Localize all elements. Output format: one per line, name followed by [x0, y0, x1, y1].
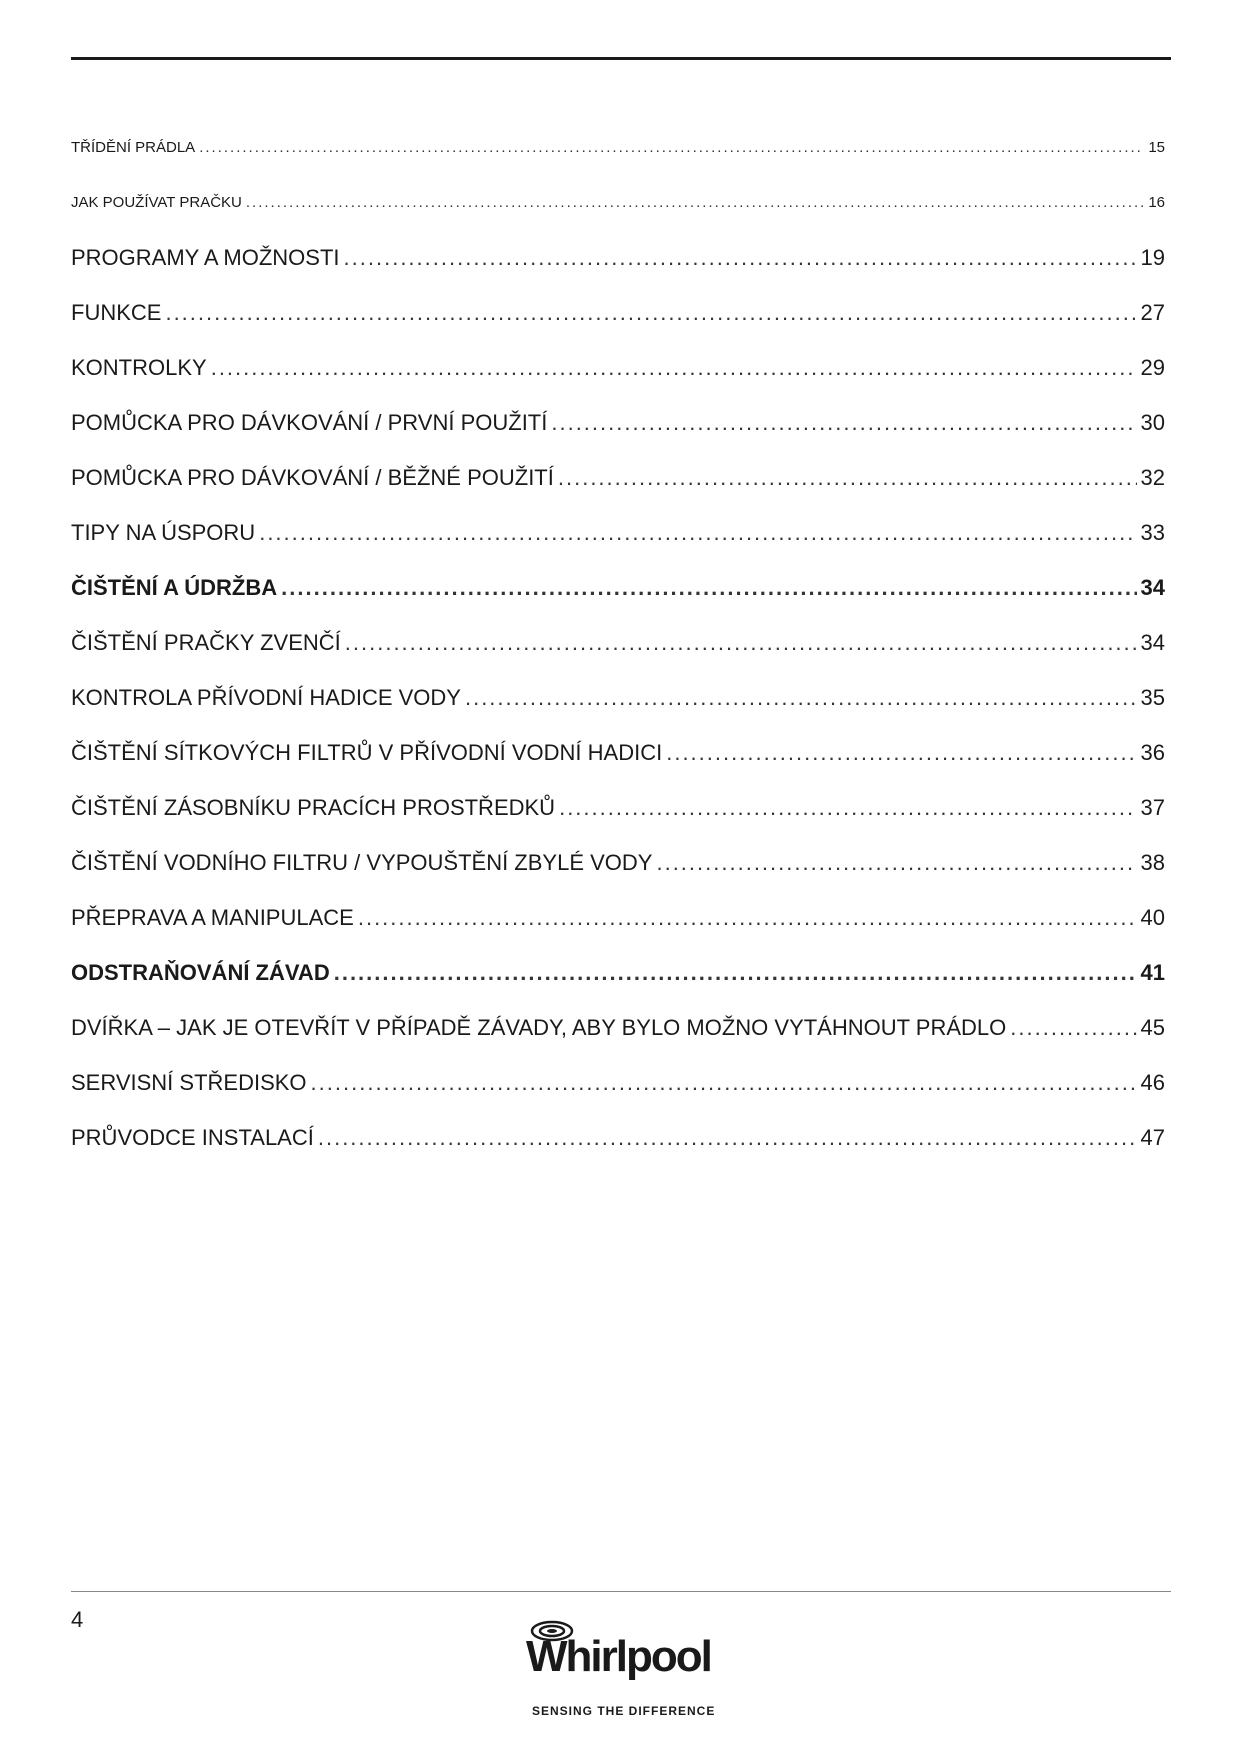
table-of-contents [71, 120, 1165, 1165]
toc-entry-title: ČIŠTĚNÍ A ÚDRŽBA [71, 575, 278, 600]
page-number: 4 [71, 1607, 84, 1632]
toc-entry-page: 41 [1140, 960, 1165, 985]
toc-leader-dots [334, 945, 1137, 1000]
toc-leader-dots [318, 1110, 1137, 1165]
toc-entry[interactable] [71, 670, 1165, 725]
toc-leader-dots [358, 890, 1137, 945]
toc-entry-page: 37 [1140, 795, 1165, 820]
toc-leader-dots [465, 670, 1137, 725]
toc-entry-title: ODSTRAŇOVÁNÍ ZÁVAD [71, 960, 330, 985]
toc-leader-dots [1010, 1000, 1136, 1055]
toc-leader-dots [551, 395, 1136, 450]
toc-entry-title: POMŮCKA PRO DÁVKOVÁNÍ / PRVNÍ POUŽITÍ [71, 410, 548, 435]
toc-entry[interactable] [71, 945, 1165, 1000]
toc-entry-page: 27 [1140, 300, 1165, 325]
toc-entry[interactable] [71, 560, 1165, 615]
toc-entry-page: 40 [1140, 905, 1165, 930]
toc-entry[interactable] [71, 1110, 1165, 1165]
toc-entry-title: POMŮCKA PRO DÁVKOVÁNÍ / BĚŽNÉ POUŽITÍ [71, 465, 554, 490]
toc-entry[interactable] [71, 450, 1165, 505]
toc-entry[interactable] [71, 1000, 1165, 1055]
toc-entry[interactable] [71, 505, 1165, 560]
toc-entry-title: PŘEPRAVA A MANIPULACE [71, 905, 354, 930]
toc-entry-page: 15 [1148, 139, 1165, 156]
toc-entry-page: 34 [1140, 630, 1165, 655]
toc-entry[interactable] [71, 395, 1165, 450]
toc-entry-title: DVÍŘKA – JAK JE OTEVŘÍT V PŘÍPADĚ ZÁVADY, ABY BYLO MOŽNO VYTÁHNOUT PRÁDLO [71, 1015, 1007, 1040]
whirlpool-logo [520, 1618, 730, 1728]
toc-entry[interactable] [71, 230, 1165, 285]
toc-entry-page: 29 [1140, 355, 1165, 380]
toc-leader-dots [656, 835, 1136, 890]
toc-entry[interactable] [71, 175, 1165, 230]
logo-tagline: SENSING THE DIFFERENCE [532, 1704, 716, 1718]
toc-entry[interactable] [71, 120, 1165, 175]
toc-entry-page: 32 [1140, 465, 1165, 490]
toc-entry-page: 34 [1140, 575, 1165, 600]
toc-leader-dots [559, 780, 1136, 835]
logo-wordmark: Whirlpool [526, 1632, 711, 1681]
toc-leader-dots [345, 615, 1137, 670]
toc-entry-title: KONTROLKY [71, 355, 207, 380]
toc-entry[interactable] [71, 615, 1165, 670]
toc-entry-title: TIPY NA ÚSPORU [71, 520, 256, 545]
toc-leader-dots [666, 725, 1136, 780]
toc-entry-page: 36 [1140, 740, 1165, 765]
toc-entry[interactable] [71, 725, 1165, 780]
toc-entry[interactable] [71, 835, 1165, 890]
toc-entry-title: FUNKCE [71, 300, 162, 325]
toc-entry-page: 46 [1140, 1070, 1165, 1095]
toc-entry-title: TŘÍDĚNÍ PRÁDLA [71, 139, 196, 156]
toc-entry[interactable] [71, 780, 1165, 835]
toc-entry-page: 45 [1140, 1015, 1165, 1040]
toc-entry-title: ČIŠTĚNÍ PRAČKY ZVENČÍ [71, 630, 341, 655]
toc-entry-title: ČIŠTĚNÍ VODNÍHO FILTRU / VYPOUŠTĚNÍ ZBYLÉ VODY [71, 850, 653, 875]
toc-entry[interactable] [71, 285, 1165, 340]
toc-leader-dots [311, 1055, 1137, 1110]
toc-entry-page: 19 [1140, 245, 1165, 270]
toc-entry-title: PROGRAMY A MOŽNOSTI [71, 245, 340, 270]
bottom-rule [71, 1591, 1171, 1592]
toc-leader-dots [259, 505, 1136, 560]
toc-entry[interactable] [71, 890, 1165, 945]
toc-entry-title: ČIŠTĚNÍ ZÁSOBNÍKU PRACÍCH PROSTŘEDKŮ [71, 795, 556, 820]
toc-leader-dots [199, 120, 1144, 175]
toc-entry-title: ČIŠTĚNÍ SÍTKOVÝCH FILTRŮ V PŘÍVODNÍ VODNÍ HADICI [71, 740, 663, 765]
toc-entry-page: 33 [1140, 520, 1165, 545]
toc-entry-page: 47 [1140, 1125, 1165, 1150]
top-rule [71, 57, 1171, 60]
toc-entry-page: 30 [1140, 410, 1165, 435]
toc-leader-dots [211, 340, 1137, 395]
toc-entry-page: 38 [1140, 850, 1165, 875]
toc-leader-dots [165, 285, 1136, 340]
toc-leader-dots [246, 175, 1144, 230]
toc-leader-dots [558, 450, 1137, 505]
toc-leader-dots [281, 560, 1136, 615]
toc-entry[interactable] [71, 340, 1165, 395]
toc-entry-page: 35 [1140, 685, 1165, 710]
toc-entry-title: PRŮVODCE INSTALACÍ [71, 1125, 314, 1150]
toc-entry-title: SERVISNÍ STŘEDISKO [71, 1070, 307, 1095]
toc-entry-page: 16 [1148, 194, 1165, 211]
toc-entry-title: KONTROLA PŘÍVODNÍ HADICE VODY [71, 685, 461, 710]
toc-entry[interactable] [71, 1055, 1165, 1110]
toc-entry-title: JAK POUŽÍVAT PRAČKU [71, 194, 242, 211]
toc-leader-dots [344, 230, 1137, 285]
